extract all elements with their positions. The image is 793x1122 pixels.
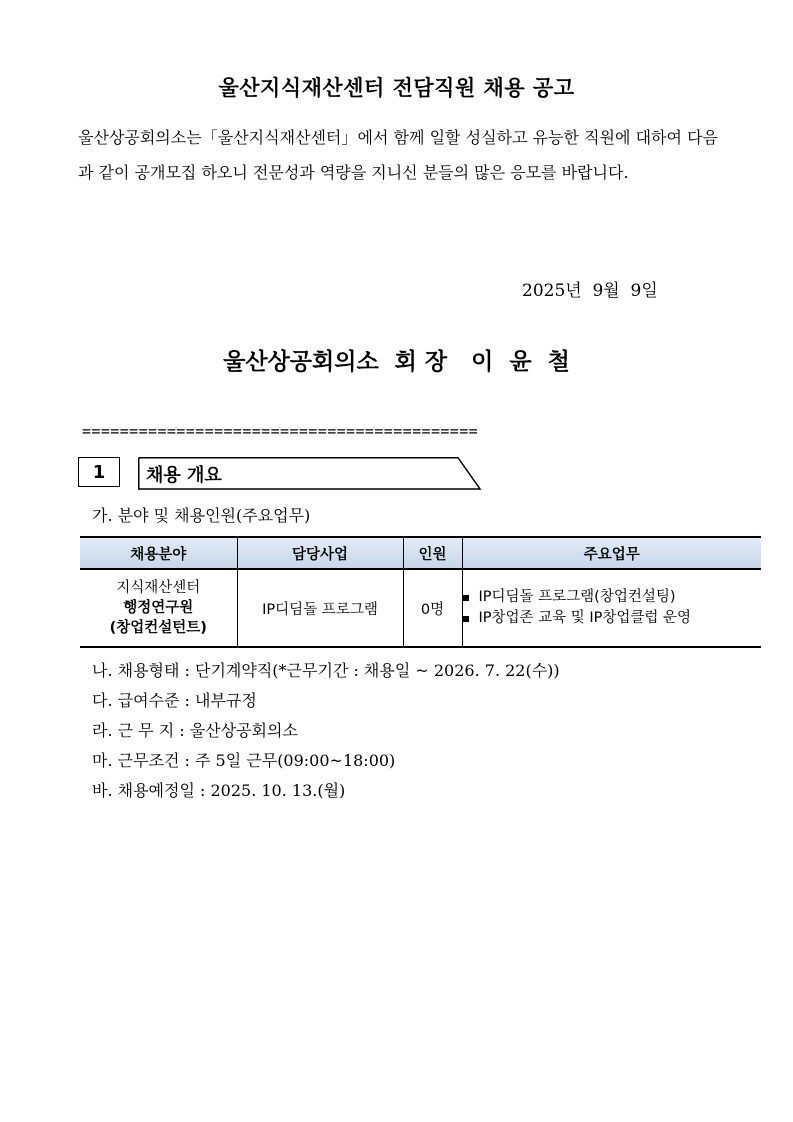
intro-paragraph: 울산상공회의소는「울산지식재산센터」에서 함께 일할 성실하고 유능한 직원에 대하여 다음과 같이 공개모집 하오니 전문성과 역량을 지니신 분들의 많은 응모를 바랍니다. bbox=[78, 128, 718, 182]
section-title: 채용 개요 bbox=[146, 465, 222, 486]
list-item: 나. 채용형태 : 단기계약직(*근무기간 : 채용일 ~ 2026. 7. 22(수)) bbox=[92, 661, 560, 680]
cell-field bbox=[80, 569, 237, 647]
header-field: 채용분야 bbox=[80, 537, 237, 569]
page-title: 울산지식재산센터 전담직원 채용 공고 bbox=[218, 76, 575, 100]
list-item: 라. 근 무 지 : 울산상공회의소 bbox=[92, 721, 298, 740]
cell-count: 0명 bbox=[403, 569, 462, 647]
cell-program: IP디딤돌 프로그램 bbox=[237, 569, 403, 647]
section-number: 1 bbox=[78, 457, 120, 487]
field-line-1: 지식재산센터 bbox=[116, 580, 201, 596]
table-header-row bbox=[80, 537, 761, 569]
field-line-3: (창업컨설턴트) bbox=[109, 620, 207, 636]
header-count: 인원 bbox=[403, 537, 462, 569]
duty-item bbox=[463, 608, 762, 629]
divider-line: ========================================== bbox=[82, 422, 479, 440]
header-program: 담당사업 bbox=[237, 537, 403, 569]
subsection-heading: 가. 분야 및 채용인원(주요업무) bbox=[92, 506, 311, 525]
list-item: 다. 급여수준 : 내부규정 bbox=[92, 691, 257, 710]
cell-duties bbox=[462, 569, 761, 647]
detail-list bbox=[92, 656, 560, 806]
announcement-date: 2025년 9월 9일 bbox=[522, 281, 658, 301]
table-row bbox=[80, 569, 761, 647]
list-item: 바. 채용예정일 : 2025. 10. 13.(월) bbox=[92, 781, 346, 800]
square-bullet-icon bbox=[463, 616, 469, 622]
square-bullet-icon bbox=[463, 595, 469, 601]
duty-text: IP창업존 교육 및 IP창업클럽 운영 bbox=[478, 610, 692, 626]
recruitment-table bbox=[80, 536, 761, 648]
duty-item bbox=[463, 587, 762, 608]
list-item: 마. 근무조건 : 주 5일 근무(09:00~18:00) bbox=[92, 751, 396, 770]
field-line-2: 행정연구원 bbox=[123, 600, 194, 616]
section-header bbox=[138, 457, 483, 491]
header-duties: 주요업무 bbox=[462, 537, 761, 569]
signer: 울산상공회의소 회 장 이 윤 철 bbox=[223, 349, 570, 375]
duty-text: IP디딤돌 프로그램(창업컨설팅) bbox=[478, 589, 676, 605]
